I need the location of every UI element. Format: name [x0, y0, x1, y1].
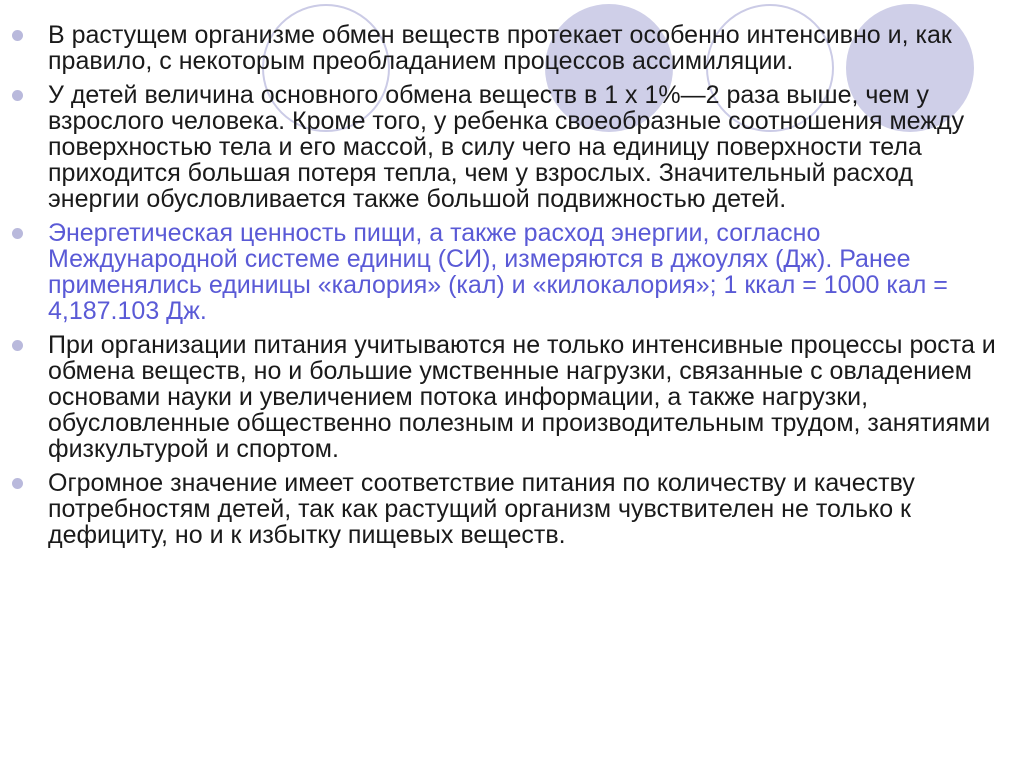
- bullet-text: При организации питания учитываются не только интенсивные процессы роста и обмена веществ, но и большие умственные нагрузки, связанные с овладением основами науки и увеличением потока информации, а также нагрузки, обусловленные общественно полезным и производительным трудом, занятиями физкультурой и спортом.: [48, 331, 996, 463]
- bullet-text: В растущем организме обмен веществ протекает особенно интенсивно и, как правило, с некоторым преобладанием процессов ассимиляции.: [48, 21, 952, 75]
- bullet-item-highlighted: [8, 220, 1008, 324]
- bullet-item: [8, 82, 1008, 212]
- bullet-item: [8, 22, 1008, 74]
- bullet-dot-icon: [12, 90, 23, 101]
- bullet-item: [8, 470, 1008, 548]
- bullet-text: У детей величина основного обмена веществ в 1 х 1%—2 раза выше, чем у взрослого человека. Кроме того, у ребенка своеобразные соотношения между поверхностью тела и его массой, в силу чего на единицу поверхности тела приходится большая потеря тепла, чем у взрослых. Значительный расход энергии обусловливается также большой подвижностью детей.: [48, 81, 965, 213]
- bullet-text: Огромное значение имеет соответствие питания по количеству и качеству потребностям детей, так как растущий организм чувствителен не только к дефициту, но и к избытку пищевых веществ.: [48, 469, 915, 549]
- bullet-list: [8, 22, 1008, 556]
- bullet-dot-icon: [12, 478, 23, 489]
- bullet-item: [8, 332, 1008, 462]
- bullet-dot-icon: [12, 228, 23, 239]
- bullet-text: Энергетическая ценность пищи, а также расход энергии, согласно Международной системе единиц (СИ), измеряются в джоулях (Дж). Ранее применялись единицы «калория» (кал) и «килокалория»; 1 ккал = 1000 кал = 4,187.103 Дж.: [48, 219, 948, 325]
- bullet-dot-icon: [12, 30, 23, 41]
- bullet-dot-icon: [12, 340, 23, 351]
